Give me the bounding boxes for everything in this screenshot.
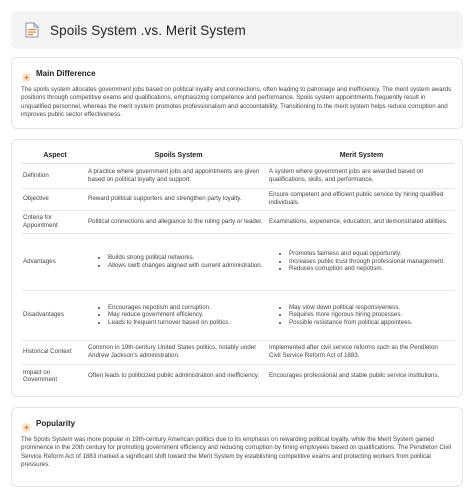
header-merit: Merit System xyxy=(269,149,454,163)
table-row xyxy=(22,233,454,290)
table-row xyxy=(22,163,454,188)
header-spoils: Spoils System xyxy=(88,149,269,163)
row-aspect: Impact on Government xyxy=(23,368,58,384)
list-item: • Increases public trust through professional management. xyxy=(289,258,450,266)
row-merit xyxy=(269,290,454,340)
row-aspect: Objective xyxy=(22,188,88,210)
merit-disadvantages-list xyxy=(269,304,450,327)
row-aspect: Criteria for Appointment xyxy=(22,210,88,233)
row-spoils: Reward political supporters and strengthen party loyalty. xyxy=(88,188,269,210)
row-merit xyxy=(269,233,454,290)
list-item: • Requires more rigorous hiring processes. xyxy=(289,311,450,319)
main-difference-text: The spoils system allocates government jobs based on political loyalty and connections, often leading to patronage and inefficiency. The merit system awards positions through competitive exams and qualifications, emphasizing competence and performance. Spoils system appointments frequently result in unqualified personnel, whereas the merit system promotes professionalism and accountability. Transitioning to the merit system helps reduce corruption and improves public sector effectiveness. xyxy=(21,86,452,119)
row-spoils: Often leads to politicized public administration and inefficiency. xyxy=(88,372,260,380)
popularity-card xyxy=(11,407,463,487)
row-spoils: A practice where government jobs and appointments are given based on political loyalty and support. xyxy=(88,163,269,188)
comparison-table xyxy=(22,149,454,388)
row-aspect: Definition xyxy=(22,163,88,188)
list-item: • Builds strong political networks. xyxy=(108,254,265,262)
page-title: Spoils System .vs. Merit System xyxy=(50,22,246,38)
table-row xyxy=(22,210,454,233)
spoils-disadvantages-list xyxy=(88,304,265,327)
merit-advantages-list xyxy=(269,250,450,273)
main-difference-title: Main Difference xyxy=(36,68,96,78)
spoils-advantages-list xyxy=(88,254,265,269)
list-item: • Promotes fairness and equal opportunity. xyxy=(289,250,450,258)
row-spoils: Common in 19th-century United States politics, notably under Andrew Jackson's administration. xyxy=(88,340,269,364)
table-row xyxy=(22,340,454,364)
list-item: • May slow down political responsiveness. xyxy=(289,304,450,312)
list-item: • Leads to frequent turnover based on politics. xyxy=(108,319,265,327)
sparkle-icon xyxy=(22,69,31,78)
popularity-title: Popularity xyxy=(36,418,76,428)
row-merit: Ensure competent and efficient public service by hiring qualified individuals. xyxy=(269,188,454,210)
row-merit: Examinations, experience, education, and demonstrated abilities. xyxy=(269,210,454,233)
table-row xyxy=(22,188,454,210)
popularity-header xyxy=(12,408,462,430)
list-item: • Possible resistance from political appointees. xyxy=(289,319,450,327)
row-merit: Implemented after civil service reforms such as the Pendleton Civil Service Reform Act of 1883. xyxy=(269,340,454,364)
row-spoils: Political connections and allegiance to the ruling party or leader. xyxy=(88,210,269,233)
comparison-card xyxy=(11,139,463,397)
main-difference-card xyxy=(11,57,463,129)
sparkle-icon xyxy=(22,419,31,428)
list-item: • Reduces corruption and nepotism. xyxy=(289,265,450,273)
list-item: • Allows swift changes aligned with current administration. xyxy=(108,262,265,270)
main-difference-header xyxy=(12,58,462,80)
document-icon xyxy=(25,22,39,38)
row-spoils xyxy=(88,290,269,340)
row-aspect: Advantages xyxy=(22,233,88,290)
table-row xyxy=(22,290,454,340)
row-aspect: Historical Context xyxy=(22,340,88,364)
table-header-row xyxy=(22,149,454,163)
table-row xyxy=(22,364,454,388)
row-merit: Encourages professional and stable public service institutions. xyxy=(269,372,440,380)
list-item: • Encourages nepotism and corruption. xyxy=(108,304,265,312)
list-item: • May reduce government efficiency. xyxy=(108,311,265,319)
popularity-text: The Spoils System was more popular in 19th-century American politics due to its emphasis on rewarding political loyalty, while the Merit System gained prominence in the 20th century for promoting government efficiency and reducing corruption by hiring employees based on qualifications. The Pendleton Civil Service Reform Act of 1883 marked a significant shift toward the Merit System by establishing competitive exams and protecting workers from political pressures. xyxy=(21,436,452,469)
row-aspect: Disadvantages xyxy=(22,290,88,340)
row-merit: A system where government jobs are awarded based on qualifications, skills, and performance. xyxy=(269,163,454,188)
header-aspect: Aspect xyxy=(22,149,88,163)
row-spoils xyxy=(88,233,269,290)
page-header xyxy=(11,11,463,49)
